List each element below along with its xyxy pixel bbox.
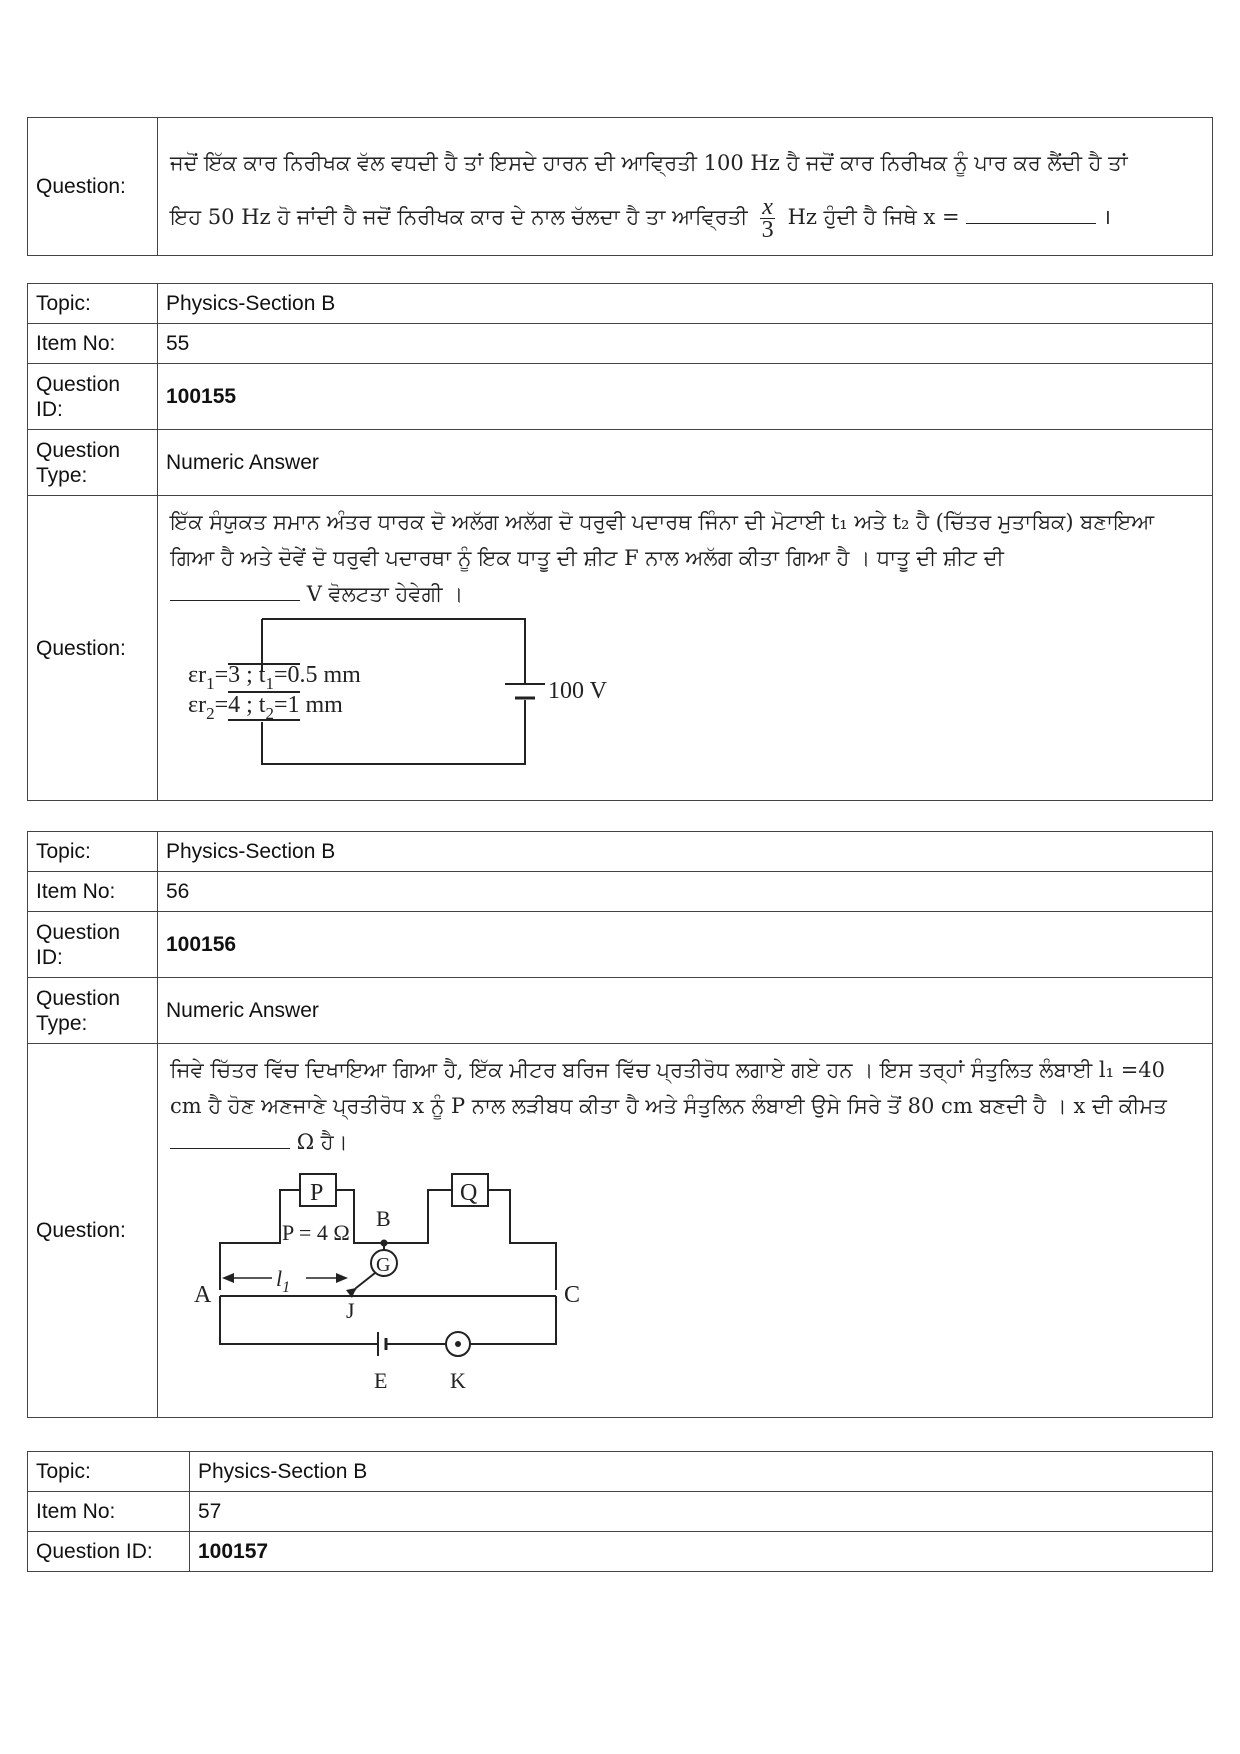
topic-value: Physics-Section B (158, 832, 1213, 872)
wire-Q-right (488, 1190, 556, 1290)
meter-bridge-figure (190, 1160, 620, 1400)
topic-label: Topic: (28, 284, 158, 324)
fraction-x-over-3 (760, 193, 775, 243)
end-mark: । (1102, 204, 1111, 229)
question-id-label: Question ID: (28, 912, 158, 978)
answer-blank (966, 203, 1096, 224)
dielectric-1-label: $\varepsilon r_1=3$ ; $t_1=0.5$ mm (188, 662, 361, 693)
question-text (158, 118, 1213, 256)
question-type-label: Question Type: (28, 978, 158, 1044)
l1-arrow-right (336, 1273, 348, 1283)
question-id-value: 100157 (190, 1532, 1213, 1572)
question-block-55 (27, 283, 1213, 801)
item-no-label: Item No: (28, 324, 158, 364)
question-text (170, 1052, 1200, 1160)
question-text-main: ਜਿਵੇ ਚਿੱਤਰ ਵਿੱਚ ਦਿਖਾਇਆ ਗਿਆ ਹੈ, ਇੱਕ ਮੀਟਰ ਬਰਿਜ ਵਿੱਚ ਪ੍ਰਤੀਰੋਧ ਲਗਾਏ ਗਏ ਹਨ । ਇਸ ਤਰ੍ਹਾਂ ਸੰਤੁਲਿਤ ਲੰਬਾਈ l₁ =40 cm ਹੈ ਹੋਣ ਅਣਜਾਣੇ ਪ੍ਰਤੀਰੋਧ x ਨੂੰ P ਨਾਲ ਲੜੀਬਧ ਕੀਤਾ ਹੈ ਅਤੇ ਸੰਤੁਲਿਨ ਲੰਬਾਈ ਉਸੇ ਸਿਰੇ ਤੋਂ 80 cm ਬਣਦੀ ਹੈ । x ਦੀ ਕੀਮਤ (170, 1058, 1167, 1118)
resistor-P-label: P (310, 1180, 324, 1206)
topic-value: Physics-Section B (158, 284, 1213, 324)
label-G: G (376, 1254, 391, 1276)
question-type-label: Question Type: (28, 430, 158, 496)
item-no-value: 57 (190, 1492, 1213, 1532)
question-block-57 (27, 1451, 1213, 1572)
key-K-dot (455, 1341, 461, 1347)
fraction-numerator: x (762, 193, 773, 220)
question-id-label: Question ID: (28, 1532, 190, 1572)
label-B: B (376, 1206, 391, 1231)
label-E: E (374, 1368, 388, 1393)
label-K: K (450, 1368, 466, 1393)
question-label: Question: (28, 496, 158, 801)
wire-K-right (470, 1296, 556, 1344)
question-text-end: V ਵੋਲਟਤਾ ਹੇਵੇਗੀ । (306, 582, 464, 606)
item-no-value: 55 (158, 324, 1213, 364)
question-block-56 (27, 831, 1213, 1418)
l1-arrow-left (222, 1273, 234, 1283)
question-line-2-start: ਇਹ 50 Hz ਹੋ ਜਾਂਦੀ ਹੈ ਜਦੋਂ ਨਿਰੀਖਕ ਕਾਰ ਦੇ ਨਾਲ ਚੱਲਦਾ ਹੈ ਤਾ ਆਵ੍ਰਿਤੀ (170, 204, 748, 229)
resistor-Q-label: Q (460, 1180, 478, 1206)
question-type-value: Numeric Answer (158, 978, 1213, 1044)
label-A: A (194, 1282, 212, 1308)
item-no-label: Item No: (28, 1492, 190, 1532)
question-id-label: Question ID: (28, 364, 158, 430)
answer-blank (170, 580, 300, 601)
topic-label: Topic: (28, 1452, 190, 1492)
wire-B-to-Q (384, 1190, 452, 1243)
question-line-1: ਜਦੋਂ ਇੱਕ ਕਾਰ ਨਿਰੀਖਕ ਵੱਲ ਵਧਦੀ ਹੈ ਤਾਂ ਇਸਦੇ ਹਾਰਨ ਦੀ ਆਵ੍ਰਿਤੀ 100 Hz ਹੈ ਜਦੋਂ ਕਾਰ ਨਿਰੀਖਕ ਨੂੰ ਪਾਰ ਕਰ ਲੈਂਦੀ ਹੈ ਤਾਂ (170, 150, 1128, 175)
question-id-value: 100156 (158, 912, 1213, 978)
question-text-end: Ω ਹੈ। (296, 1130, 348, 1154)
question-id-value: 100155 (158, 364, 1213, 430)
capacitor-circuit-figure (170, 612, 620, 782)
question-text-main: ਇੱਕ ਸੰਯੁਕਤ ਸਮਾਨ ਅੰਤਰ ਧਾਰਕ ਦੋ ਅਲੱਗ ਅਲੱਗ ਦੋ ਧਰੁਵੀ ਪਦਾਰਥ ਜਿੰਨਾ ਦੀ ਮੋਟਾਈ t₁ ਅਤੇ t₂ ਹੈ (ਚਿੱਤਰ ਮੁਤਾਬਿਕ) ਬਣਾਇਆ ਗਿਆ ਹੈ ਅਤੇ ਦੋਵੇਂ ਦੋ ਧਰੁਵੀ ਪਦਾਰਥਾ ਨੂੰ ਇਕ ਧਾਤੂ ਦੀ ਸ਼ੀਟ F ਨਾਲ ਅਲੱਗ ਕੀਤਾ ਗਿਆ ਹੈ । ਧਾਤੂ ਦੀ ਸ਼ੀਟ ਦੀ (170, 510, 1155, 570)
label-l1: $l_1$ (276, 1266, 291, 1296)
question-line-2 (170, 193, 1200, 241)
question-label: Question: (28, 1044, 158, 1418)
topic-label: Topic: (28, 832, 158, 872)
question-body (158, 496, 1213, 801)
dielectric-2-label: $\varepsilon r_2=4$ ; $t_2=1$ mm (188, 692, 343, 723)
question-body (158, 1044, 1213, 1418)
topic-value: Physics-Section B (190, 1452, 1213, 1492)
resistor-P-value: P = 4 Ω (282, 1220, 350, 1245)
label-C: C (564, 1282, 581, 1308)
answer-blank (170, 1128, 290, 1149)
jockey-wire (352, 1273, 375, 1294)
item-no-value: 56 (158, 872, 1213, 912)
fraction-denominator: 3 (761, 216, 774, 243)
battery-label: 100 V (548, 678, 607, 704)
question-block-1 (27, 117, 1213, 256)
question-line-2-end: Hz ਹੁੰਦੀ ਹੈ ਜਿਥੇ x = (787, 204, 960, 229)
question-text (170, 504, 1200, 612)
question-type-value: Numeric Answer (158, 430, 1213, 496)
question-label: Question: (28, 118, 158, 256)
label-J: J (346, 1298, 355, 1323)
item-no-label: Item No: (28, 872, 158, 912)
